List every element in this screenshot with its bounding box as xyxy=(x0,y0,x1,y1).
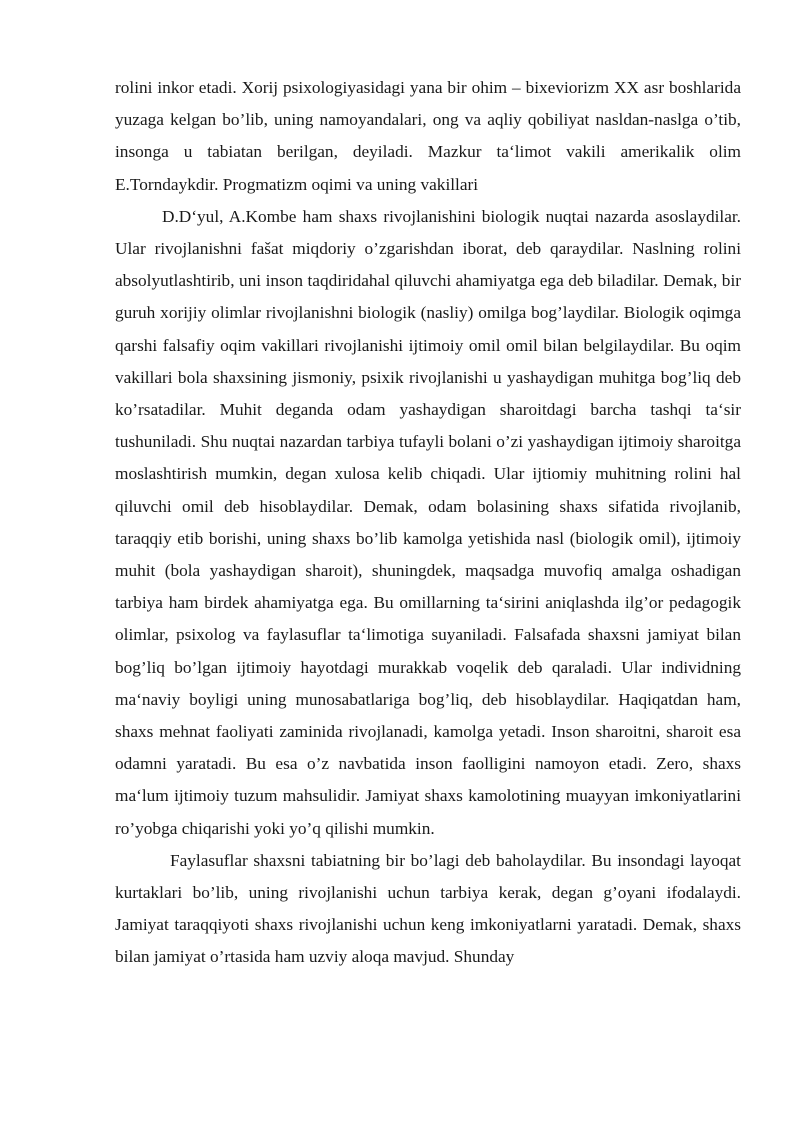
paragraph-2: D.D‘yul, A.Kombe ham shaxs rivojlanishini biologik nuqtai nazarda asoslaydilar. Ular rivojlanishni fašat miqdoriy o’zgarishdan iborat, deb qaraydilar. Naslning rolini absolyutlashtirib, uni inson taqdiridahal qiluvchi ahamiyatga ega deb biladilar. Demak, bir guruh xorijiy olimlar rivojlanishni biologik (nasliy) omilga bog’laydilar. Biologik oqimga qarshi falsafiy oqim vakillari rivojlanishi ijtimoiy omil omil bilan belgilaydilar. Bu oqim vakillari bola shaxsining jismoniy, psixik rivojlanishi u yashaydigan muhitga bog’liq deb ko’rsatadilar. Muhit deganda odam yashaydigan sharoitdagi barcha tashqi ta‘sir tushuniladi. Shu nuqtai nazardan tarbiya tufayli bolani o’zi yashaydigan ijtimoiy sharoitga moslashtirish mumkin, degan xulosa kelib chiqadi. Ular ijtiomiy muhitning rolini hal qiluvchi omil deb hisoblaydilar. Demak, odam bolasining shaxs sifatida rivojlanib, taraqqiy etib borishi, uning shaxs bo’lib kamolga yetishida nasl (biologik omil), ijtimoiy muhit (bola yashaydigan sharoit), shuningdek, maqsadga muvofiq amalga oshadigan tarbiya ham birdek ahamiyatga ega. Bu omillarning ta‘sirini aniqlashda ilg’or pedagogik olimlar, psixolog va faylasuflar ta‘limotiga suyaniladi. Falsafada shaxsni jamiyat bilan bog’liq bo’lgan ijtimoiy hayotdagi murakkab voqelik deb qaraladi. Ular individning ma‘naviy boyligi uning munosabatlariga bog’liq, deb hisoblaydilar. Haqiqatdan ham, shaxs mehnat faoliyati zaminida rivojlanadi, kamolga yetadi. Inson sharoitni, sharoit esa odamni yaratadi. Bu esa o’z navbatida inson faolligini namoyon etadi. Zero, shaxs ma‘lum ijtimoiy tuzum mahsulidir. Jamiyat shaxs kamolotining muayyan imkoniyatlarini ro’yobga chiqarishi yoki yo’q qilishi mumkin. xyxy=(115,206,741,838)
document-page xyxy=(115,72,741,974)
paragraph-1: rolini inkor etadi. Xorij psixologiyasidagi yana bir ohim – bixeviorizm XX asr boshlarida yuzaga kelgan bo’lib, uning namoyandalari, ong va aqliy qobiliyat nasldan-naslga o’tib, insonga u tabiatan berilgan, deyiladi. Mazkur ta‘limot vakili amerikalik olim E.Torndaykdir. Progmatizm oqimi va uning vakillari xyxy=(115,78,741,194)
paragraph-3: Faylasuflar shaxsni tabiatning bir bo’lagi deb baholaydilar. Bu insondagi layoqat kurtaklari bo’lib, uning rivojlanishi uchun tarbiya kerak, degan g’oyani ifodalaydi. Jamiyat taraqqiyoti shaxs rivojlanishi uchun keng imkoniyatlarni yaratadi. Demak, shaxs bilan jamiyat o’rtasida ham uzviy aloqa mavjud. Shunday xyxy=(115,850,741,967)
